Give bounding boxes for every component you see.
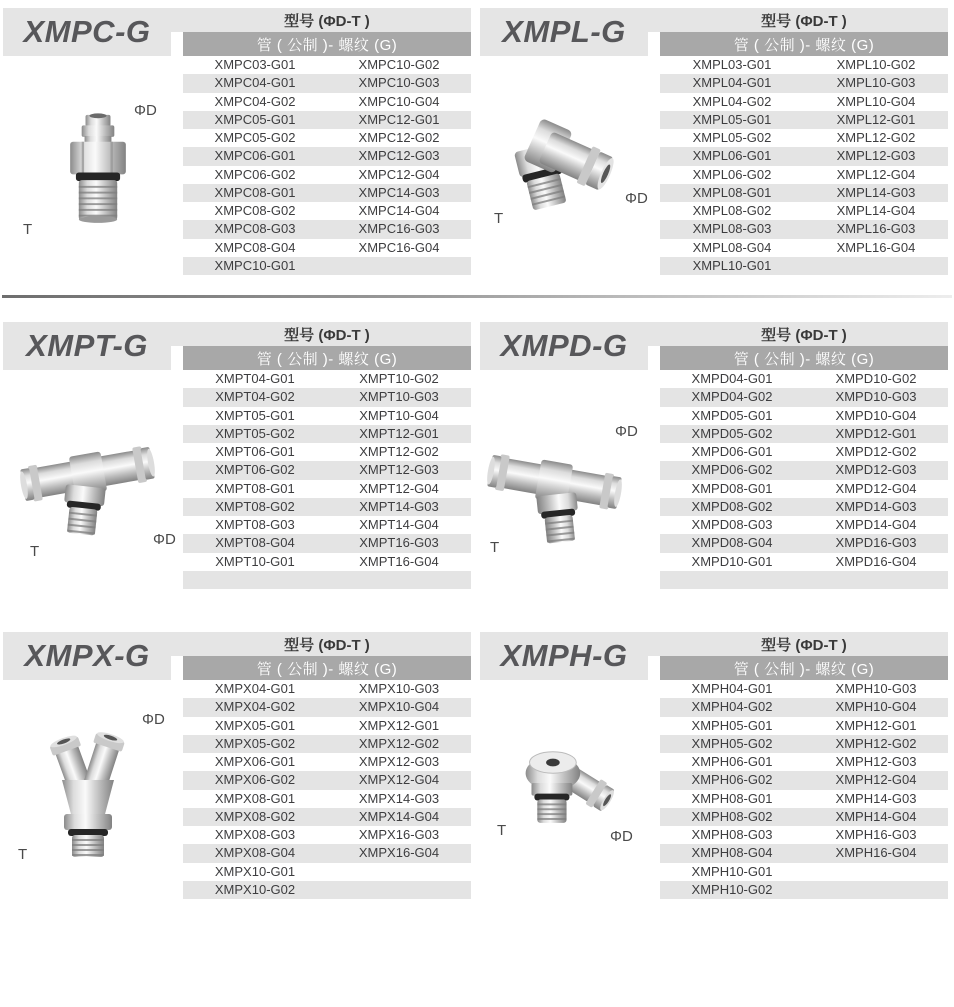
model-cell: XMPT08-G02	[215, 498, 295, 514]
table-row	[183, 881, 471, 899]
model-cell: XMPX10-G02	[214, 881, 296, 897]
table-row	[660, 74, 948, 92]
model-cell: XMPT10-G02	[359, 371, 439, 387]
table-row	[660, 480, 948, 498]
model-cell: XMPX08-G02	[214, 808, 296, 824]
model-cell: XMPL16-G04	[836, 239, 916, 255]
t-label: T	[497, 822, 507, 839]
table-row	[660, 698, 948, 716]
phi-d-label: ΦD	[625, 190, 648, 207]
section-xmph-g	[477, 632, 954, 902]
table-row	[660, 425, 948, 443]
model-cell: XMPC03-G01	[214, 57, 296, 73]
table-row	[183, 370, 471, 388]
model-cell: XMPD08-G03	[691, 517, 773, 533]
series-title: XMPD-G	[500, 328, 628, 363]
model-cell	[327, 863, 471, 881]
model-cell: XMPH10-G04	[835, 699, 917, 715]
model-cell: XMPH05-G01	[691, 717, 773, 733]
model-cell: XMPD12-G02	[835, 444, 917, 460]
table-row	[183, 129, 471, 147]
model-cell: XMPC12-G04	[358, 166, 440, 182]
model-cell: XMPL08-G03	[692, 221, 772, 237]
table-row	[660, 735, 948, 753]
model-table	[660, 370, 948, 589]
model-cell: XMPC05-G01	[214, 111, 296, 127]
section-xmpd-g	[477, 322, 954, 592]
table-row	[183, 93, 471, 111]
model-cell: XMPH06-G01	[691, 754, 773, 770]
model-cell: XMPH16-G04	[835, 845, 917, 861]
model-table	[660, 680, 948, 899]
model-cell: XMPD12-G04	[835, 480, 917, 496]
table-row	[183, 425, 471, 443]
model-cell: XMPH08-G04	[691, 845, 773, 861]
model-cell: XMPT16-G04	[359, 553, 439, 569]
model-cell: XMPL10-G04	[836, 93, 916, 109]
table-row	[183, 407, 471, 425]
model-cell: XMPD08-G02	[691, 498, 773, 514]
model-cell: XMPC08-G04	[214, 239, 296, 255]
series-title-block	[3, 8, 171, 56]
model-cell: XMPT14-G04	[359, 517, 439, 533]
table-row	[660, 202, 948, 220]
model-cell: XMPT10-G03	[359, 389, 439, 405]
series-title-block	[480, 632, 648, 680]
model-spec-header: 型号 (ΦD-T )	[761, 12, 847, 30]
table-row	[660, 717, 948, 735]
model-cell: XMPD10-G03	[835, 389, 917, 405]
model-cell: XMPX06-G02	[214, 772, 296, 788]
model-cell: XMPT12-G04	[359, 480, 439, 496]
series-title-block	[480, 8, 648, 56]
model-cell: XMPH08-G02	[691, 808, 773, 824]
table-row	[660, 166, 948, 184]
table-row	[183, 166, 471, 184]
model-cell: XMPT10-G01	[215, 553, 295, 569]
series-title: XMPX-G	[24, 638, 150, 673]
model-cell: XMPX05-G01	[214, 717, 296, 733]
model-cell: XMPC10-G03	[358, 75, 440, 91]
model-cell: XMPC08-G01	[214, 184, 296, 200]
tube-thread-subheader: 管 ( 公制 )- 螺纹 (G)	[183, 32, 471, 56]
table-row	[183, 239, 471, 257]
table-row	[660, 844, 948, 862]
series-title-block	[480, 322, 648, 370]
table-row	[660, 498, 948, 516]
table-row	[660, 553, 948, 571]
model-cell: XMPX12-G03	[358, 754, 440, 770]
model-cell: XMPX14-G04	[358, 808, 440, 824]
table-row	[660, 184, 948, 202]
section-divider	[2, 295, 952, 298]
table-row	[183, 516, 471, 534]
model-cell: XMPL05-G02	[692, 130, 772, 146]
table-row	[183, 184, 471, 202]
table-row	[183, 534, 471, 552]
table-row	[183, 111, 471, 129]
table-row	[660, 790, 948, 808]
table-row	[183, 388, 471, 406]
table-row	[183, 56, 471, 74]
model-cell: XMPD08-G04	[691, 535, 773, 551]
model-table	[660, 56, 948, 275]
model-cell: XMPX04-G01	[214, 681, 296, 697]
table-row	[660, 129, 948, 147]
model-cell: XMPH10-G03	[835, 681, 917, 697]
model-cell: XMPX05-G02	[214, 735, 296, 751]
model-cell: XMPD14-G03	[835, 498, 917, 514]
model-cell: XMPX08-G04	[214, 845, 296, 861]
table-row	[660, 863, 948, 881]
model-cell: XMPT08-G04	[215, 535, 295, 551]
table-row	[183, 698, 471, 716]
model-cell: XMPL04-G01	[692, 75, 772, 91]
model-cell: XMPC06-G01	[214, 148, 296, 164]
model-cell: XMPC16-G03	[358, 221, 440, 237]
model-cell: XMPT10-G04	[359, 407, 439, 423]
table-row	[183, 443, 471, 461]
table-row	[660, 881, 948, 899]
model-cell: XMPH12-G01	[835, 717, 917, 733]
model-cell: XMPH10-G02	[691, 881, 773, 897]
model-cell: XMPH14-G04	[835, 808, 917, 824]
model-cell: XMPX12-G02	[358, 735, 440, 751]
table-row	[183, 480, 471, 498]
table-row	[183, 257, 471, 275]
table-row	[183, 571, 471, 589]
model-cell: XMPC14-G03	[358, 184, 440, 200]
table-row	[183, 202, 471, 220]
model-cell: XMPX04-G02	[214, 699, 296, 715]
model-cell: XMPH04-G02	[691, 699, 773, 715]
table-row	[660, 56, 948, 74]
model-table	[183, 56, 471, 275]
model-cell: XMPL12-G02	[836, 130, 916, 146]
model-cell: XMPT12-G01	[359, 425, 439, 441]
table-row	[183, 844, 471, 862]
model-cell: XMPD04-G02	[691, 389, 773, 405]
model-cell: XMPX14-G03	[358, 790, 440, 806]
product-image-male-elbow	[499, 98, 629, 218]
model-cell	[804, 881, 948, 899]
table-row	[183, 461, 471, 479]
phi-d-label: ΦD	[134, 102, 157, 119]
model-cell: XMPX10-G04	[358, 699, 440, 715]
table-row	[660, 808, 948, 826]
table-row	[183, 826, 471, 844]
model-cell: XMPL08-G01	[692, 184, 772, 200]
model-cell: XMPC08-G03	[214, 221, 296, 237]
t-label: T	[23, 221, 33, 238]
table-row	[660, 407, 948, 425]
model-cell: XMPC10-G02	[358, 57, 440, 73]
model-cell	[183, 571, 327, 589]
model-cell: XMPX08-G01	[214, 790, 296, 806]
model-cell: XMPT04-G01	[215, 371, 295, 387]
model-cell	[804, 571, 948, 589]
model-cell	[660, 571, 804, 589]
model-cell: XMPL14-G03	[836, 184, 916, 200]
model-spec-header: 型号 (ΦD-T )	[284, 636, 370, 654]
model-cell: XMPC10-G01	[214, 257, 296, 273]
model-cell: XMPC12-G03	[358, 148, 440, 164]
table-row	[183, 553, 471, 571]
table-row	[660, 771, 948, 789]
product-image-run-tee	[20, 414, 155, 544]
series-title: XMPT-G	[26, 328, 148, 363]
model-cell: XMPC16-G04	[358, 239, 440, 255]
model-cell: XMPD14-G04	[835, 517, 917, 533]
model-cell: XMPX08-G03	[214, 827, 296, 843]
model-cell: XMPC14-G04	[358, 203, 440, 219]
table-row	[183, 863, 471, 881]
model-cell: XMPH10-G01	[691, 863, 773, 879]
model-cell: XMPL10-G02	[836, 57, 916, 73]
model-cell: XMPT06-G01	[215, 444, 295, 460]
phi-d-label: ΦD	[610, 828, 633, 845]
tube-thread-subheader: 管 ( 公制 )- 螺纹 (G)	[660, 32, 948, 56]
tube-thread-subheader: 管 ( 公制 )- 螺纹 (G)	[183, 346, 471, 370]
model-cell: XMPD05-G01	[691, 407, 773, 423]
model-spec-header: 型号 (ΦD-T )	[284, 326, 370, 344]
table-row	[660, 220, 948, 238]
table-row	[660, 516, 948, 534]
model-cell: XMPX10-G01	[214, 863, 296, 879]
t-label: T	[18, 846, 28, 863]
model-cell: XMPH12-G02	[835, 735, 917, 751]
model-cell: XMPC05-G02	[214, 130, 296, 146]
series-title: XMPH-G	[500, 638, 628, 673]
model-cell: XMPT04-G02	[215, 389, 295, 405]
table-row	[660, 147, 948, 165]
model-cell: XMPD08-G01	[691, 480, 773, 496]
model-spec-header: 型号 (ΦD-T )	[761, 636, 847, 654]
model-cell: XMPD16-G03	[835, 535, 917, 551]
t-label: T	[30, 543, 40, 560]
model-cell: XMPT08-G01	[215, 480, 295, 496]
model-cell: XMPT08-G03	[215, 517, 295, 533]
model-cell: XMPH05-G02	[691, 735, 773, 751]
model-cell: XMPH12-G03	[835, 754, 917, 770]
table-row	[660, 370, 948, 388]
model-cell: XMPL06-G02	[692, 166, 772, 182]
table-row	[660, 534, 948, 552]
model-cell: XMPT16-G03	[359, 535, 439, 551]
table-row	[183, 753, 471, 771]
model-cell: XMPL12-G04	[836, 166, 916, 182]
model-cell: XMPL12-G01	[836, 111, 916, 127]
model-cell: XMPH12-G04	[835, 772, 917, 788]
model-cell: XMPH16-G03	[835, 827, 917, 843]
table-row	[183, 735, 471, 753]
table-row	[660, 443, 948, 461]
table-row	[660, 257, 948, 275]
model-cell: XMPD06-G02	[691, 462, 773, 478]
model-cell: XMPD12-G01	[835, 425, 917, 441]
model-cell: XMPX06-G01	[214, 754, 296, 770]
model-cell: XMPL06-G01	[692, 148, 772, 164]
model-cell: XMPL08-G04	[692, 239, 772, 255]
model-cell: XMPH04-G01	[691, 681, 773, 697]
model-cell: XMPC10-G04	[358, 93, 440, 109]
model-cell: XMPL04-G02	[692, 93, 772, 109]
table-row	[183, 147, 471, 165]
model-cell: XMPD12-G03	[835, 462, 917, 478]
model-cell: XMPC04-G02	[214, 93, 296, 109]
table-row	[660, 571, 948, 589]
tube-thread-subheader: 管 ( 公制 )- 螺纹 (G)	[183, 656, 471, 680]
table-row	[183, 498, 471, 516]
model-cell: XMPH14-G03	[835, 790, 917, 806]
model-cell: XMPL10-G01	[692, 257, 772, 273]
model-cell: XMPX16-G04	[358, 845, 440, 861]
tube-thread-subheader: 管 ( 公制 )- 螺纹 (G)	[660, 346, 948, 370]
model-cell	[327, 881, 471, 899]
phi-d-label: ΦD	[142, 711, 165, 728]
model-cell: XMPC04-G01	[214, 75, 296, 91]
table-row	[660, 680, 948, 698]
model-cell: XMPT12-G03	[359, 462, 439, 478]
product-image-straight-connector	[50, 111, 146, 231]
table-row	[183, 717, 471, 735]
table-row	[660, 388, 948, 406]
model-cell: XMPL05-G01	[692, 111, 772, 127]
model-cell: XMPL03-G01	[692, 57, 772, 73]
model-cell: XMPX12-G04	[358, 772, 440, 788]
section-xmpc-g	[0, 8, 477, 278]
model-cell: XMPT05-G01	[215, 407, 295, 423]
table-row	[183, 771, 471, 789]
model-cell: XMPL14-G04	[836, 203, 916, 219]
phi-d-label: ΦD	[153, 531, 176, 548]
table-row	[660, 93, 948, 111]
model-cell: XMPD06-G01	[691, 444, 773, 460]
model-spec-header: 型号 (ΦD-T )	[761, 326, 847, 344]
series-title: XMPC-G	[23, 14, 151, 49]
model-spec-header: 型号 (ΦD-T )	[284, 12, 370, 30]
model-cell: XMPC08-G02	[214, 203, 296, 219]
model-cell	[804, 863, 948, 881]
model-cell	[327, 257, 471, 275]
model-table	[183, 680, 471, 899]
model-cell: XMPC12-G01	[358, 111, 440, 127]
section-xmpt-g	[0, 322, 477, 592]
table-row	[660, 461, 948, 479]
model-cell: XMPH08-G03	[691, 827, 773, 843]
model-cell: XMPX12-G01	[358, 717, 440, 733]
table-row	[660, 826, 948, 844]
model-cell: XMPC06-G02	[214, 166, 296, 182]
model-cell: XMPH06-G02	[691, 772, 773, 788]
section-xmpx-g	[0, 632, 477, 902]
model-cell: XMPX10-G03	[358, 681, 440, 697]
model-cell: XMPT12-G02	[359, 444, 439, 460]
series-title: XMPL-G	[502, 14, 626, 49]
model-cell: XMPD05-G02	[691, 425, 773, 441]
model-cell: XMPL08-G02	[692, 203, 772, 219]
tube-thread-subheader: 管 ( 公制 )- 螺纹 (G)	[660, 656, 948, 680]
model-cell: XMPD16-G04	[835, 553, 917, 569]
section-xmpl-g	[477, 8, 954, 278]
model-cell	[804, 257, 948, 275]
table-row	[183, 808, 471, 826]
model-cell: XMPT06-G02	[215, 462, 295, 478]
model-cell: XMPH08-G01	[691, 790, 773, 806]
series-title-block	[3, 632, 171, 680]
product-image-branch-tee	[487, 422, 622, 552]
model-cell: XMPD10-G02	[835, 371, 917, 387]
model-cell: XMPL12-G03	[836, 148, 916, 164]
model-cell: XMPD10-G04	[835, 407, 917, 423]
table-row	[660, 239, 948, 257]
model-cell: XMPX16-G03	[358, 827, 440, 843]
product-image-banjo-elbow	[512, 732, 624, 830]
model-cell	[327, 571, 471, 589]
phi-d-label: ΦD	[615, 423, 638, 440]
model-cell: XMPC12-G02	[358, 130, 440, 146]
table-row	[183, 220, 471, 238]
t-label: T	[494, 210, 504, 227]
model-cell: XMPD04-G01	[691, 371, 773, 387]
table-row	[183, 790, 471, 808]
model-cell: XMPT05-G02	[215, 425, 295, 441]
table-row	[183, 680, 471, 698]
model-cell: XMPD10-G01	[691, 553, 773, 569]
table-row	[183, 74, 471, 92]
table-row	[660, 111, 948, 129]
t-label: T	[490, 539, 500, 556]
series-title-block	[3, 322, 171, 370]
model-cell: XMPT14-G03	[359, 498, 439, 514]
model-cell: XMPL16-G03	[836, 221, 916, 237]
product-image-y-connector	[28, 730, 148, 858]
table-row	[660, 753, 948, 771]
model-table	[183, 370, 471, 589]
model-cell: XMPL10-G03	[836, 75, 916, 91]
